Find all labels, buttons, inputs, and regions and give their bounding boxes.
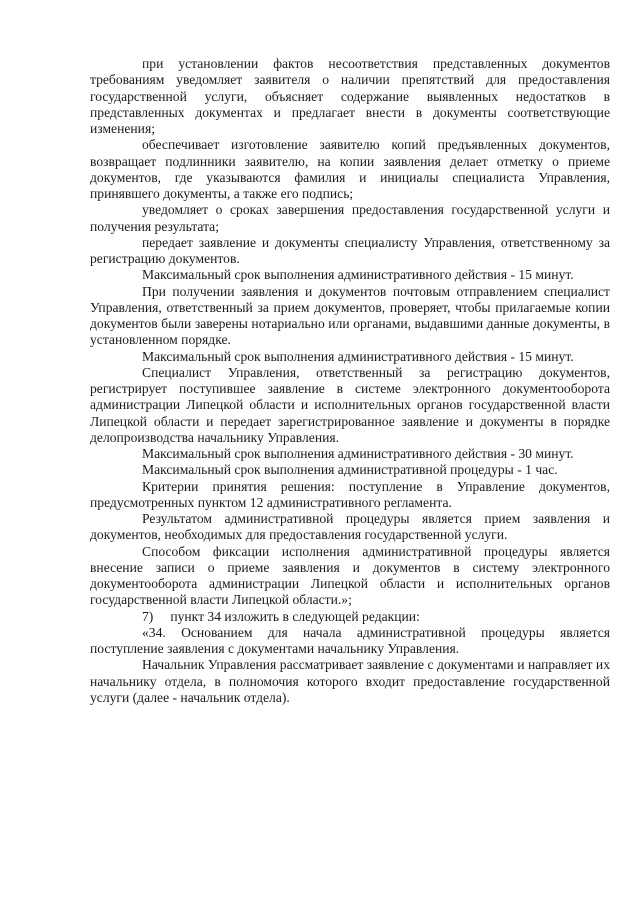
paragraph-deadline-notice: уведомляет о сроках завершения предоставления государственной услуги и получения результата; [90,202,610,234]
paragraph-criteria: Критерии принятия решения: поступление в Управление документов, предусмотренных пунктом 12 административного регламента. [90,478,610,510]
paragraph-max-time-1: Максимальный срок выполнения административного действия - 15 минут. [142,267,574,283]
paragraph-transfer: передает заявление и документы специалисту Управления, ответственному за регистрацию документов. [90,234,610,266]
paragraph-registration: Специалист Управления, ответственный за регистрацию документов, регистрирует поступившее заявление в системе электронного документооборота администрации Липецкой области и исполнительных органов государственной власти Липецкой области и передает зарегистрированное заявление и документы в порядке делопроизводства начальнику Управления. [90,364,610,445]
paragraph-procedure-time: Максимальный срок выполнения административной процедуры - 1 час. [142,462,558,478]
paragraph-max-time-3: Максимальный срок выполнения административного действия - 30 минут. [142,446,574,461]
paragraph-result: Результатом административной процедуры является прием заявления и документов, необходимых для предоставления государственной услуги. [90,511,610,543]
paragraph-copies: обеспечивает изготовление заявителю копий предъявленных документов, возвращает подлинники заявителю, на копии заявления делает отметку о приеме документов, где указываются фамилия и инициалы специалиста Управления, принявшего документы, а также его подпись; [90,137,610,201]
document-body [90,56,610,706]
paragraph-max-time-2: Максимальный срок выполнения административного действия - 15 минут. [142,348,574,364]
paragraph-item-34: «34. Основанием для начала административной процедуры является поступление заявления с документами начальнику Управления. [90,624,610,656]
paragraph-item-7: 7) пункт 34 изложить в следующей редакции: [142,608,420,624]
paragraph-fixation: Способом фиксации исполнения административной процедуры является внесение записи о приеме заявления и документов в систему электронного документооборота администрации Липецкой области и исполнительных органов государственной власти Липецкой области.»; [90,543,610,608]
paragraph-postal: При получении заявления и документов почтовым отправлением специалист Управления, ответственный за прием документов, проверяет, чтобы прилагаемые копии документов были заверены нотариально или органами, выдавшими данные документы, в установленном порядке. [90,283,610,348]
paragraph-head-review: Начальник Управления рассматривает заявление с документами и направляет их начальнику отдела, в полномочия которого входит предоставление государственной услуги (далее - начальник отдела). [90,657,610,705]
paragraph-inconsistency-notice: при установлении фактов несоответствия представленных документов требованиям уведомляет заявителя о наличии препятствий для предоставления государственной услуги, объясняет содержание выявленных недостатков в представленных документах и предлагает внести в документы соответствующие изменения; [90,56,610,136]
